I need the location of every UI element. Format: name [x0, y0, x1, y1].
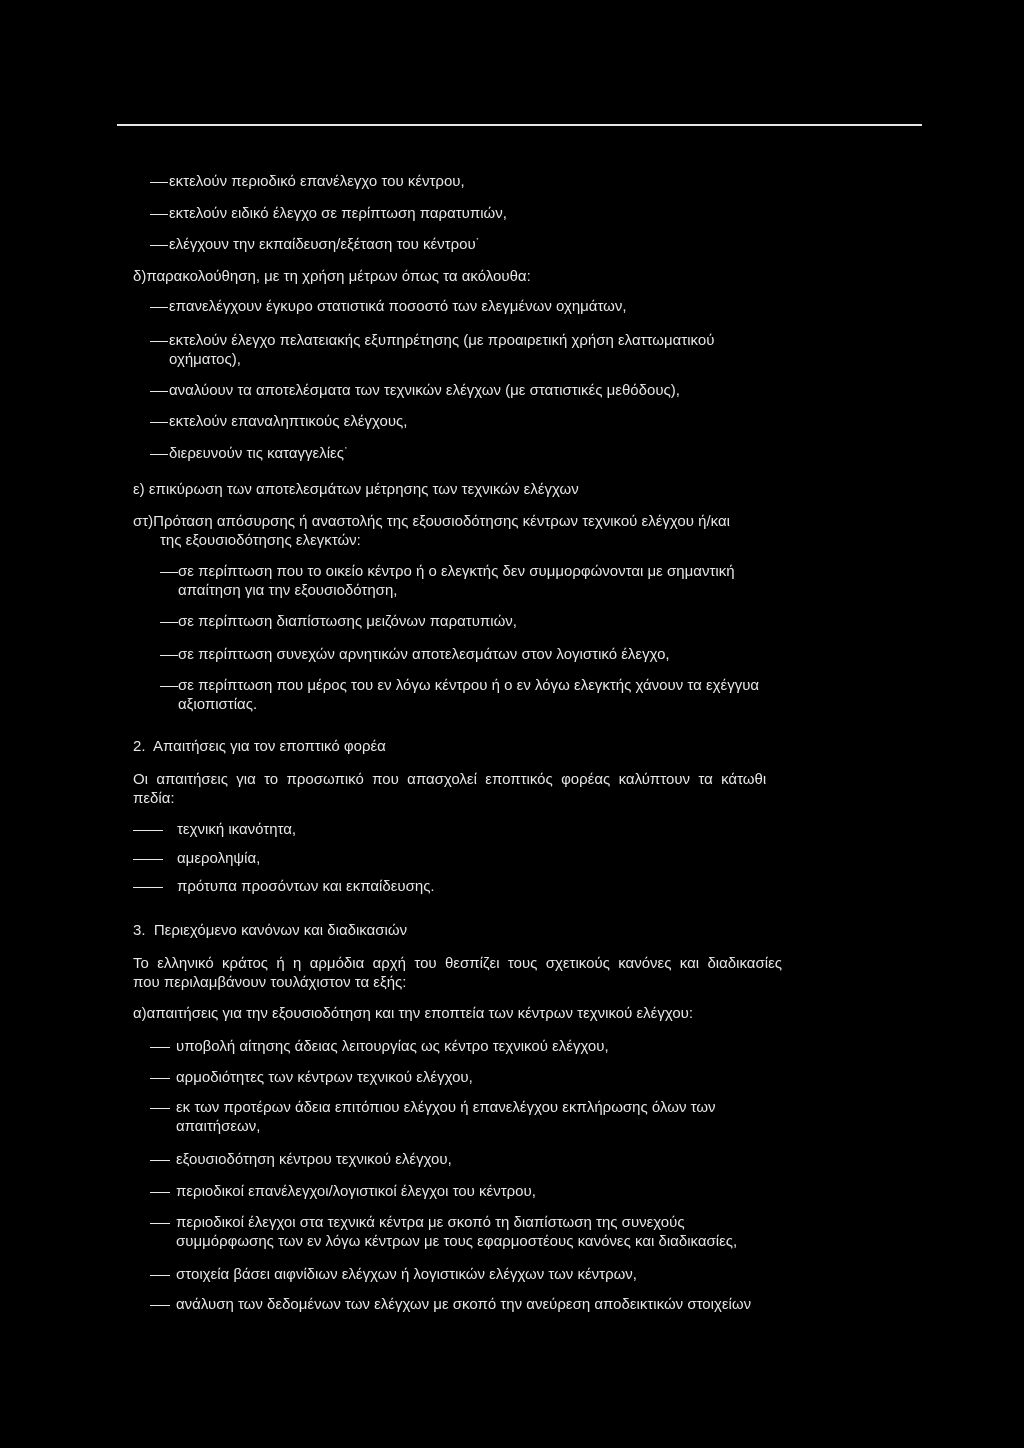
bullet-dash	[150, 307, 168, 308]
bullet-periodic-recheck: εκτελούν περιοδικό επανέλεγχο του κέντρου,	[169, 173, 465, 190]
section-2-paragraph: Οι απαιτήσεις για το προσωπικό που απασχολεί εποπτικός φορέας καλύπτουν τα κάτωθι	[133, 771, 767, 788]
bullet-lose-credibility: σε περίπτωση που μέρος του εν λόγω κέντρου ή ο εν λόγω ελεγκτής χάνουν τα εχέγγυα	[178, 677, 760, 694]
bullet-customer-service-cont: οχήματος),	[169, 351, 241, 368]
bullet-responsibilities: αρμοδιότητες των κέντρων τεχνικού ελέγχου,	[176, 1069, 473, 1086]
bullet-onsite-check: εκ των προτέρων άδεια επιτόπιου ελέγχου ή επανελέγχου εκπλήρωσης όλων των	[176, 1099, 716, 1116]
bullet-onsite-check-cont: απαιτήσεων,	[176, 1118, 261, 1135]
bullet-periodic-audits: περιοδικοί επανέλεγχοι/λογιστικοί έλεγχοι του κέντρου,	[176, 1183, 536, 1200]
section-3-paragraph: Το ελληνικό κράτος ή η αρμόδια αρχή του θεσπίζει τους σχετικούς κανόνες και διαδικασίες	[133, 955, 782, 972]
bullet-noncompliance-cont: απαίτηση για την εξουσιοδότηση,	[178, 582, 398, 599]
bullet-check-training: ελέγχουν την εκπαίδευση/εξέταση του κέντρου˙	[169, 236, 481, 253]
bullet-dash	[160, 572, 178, 573]
bullet-dash	[150, 341, 168, 342]
bullet-noncompliance: σε περίπτωση που το οικείο κέντρο ή ο ελεγκτής δεν συμμορφώνονται με σημαντική	[178, 563, 735, 580]
item-d-heading: δ)παρακολούθηση, με τη χρήση μέτρων όπως τα ακόλουθα:	[133, 268, 531, 285]
bullet-dash	[150, 214, 168, 215]
bullet-dash	[150, 1047, 170, 1048]
bullet-dash	[150, 454, 168, 455]
bullet-licence-application: υποβολή αίτησης άδειας λειτουργίας ως κέντρο τεχνικού ελέγχου,	[176, 1038, 609, 1055]
bullet-dash	[150, 1078, 170, 1079]
bullet-dash	[150, 1108, 170, 1109]
section-2-heading: 2. Απαιτήσεις για τον εποπτικό φορέα	[133, 738, 386, 755]
section-3-heading: 3. Περιεχόμενο κανόνων και διαδικασιών	[133, 922, 408, 939]
bullet-spot-checks: στοιχεία βάσει αιφνίδιων ελέγχων ή λογιστικών ελέγχων των κέντρων,	[176, 1266, 637, 1283]
bullet-lose-credibility-cont: αξιοπιστίας.	[178, 696, 258, 713]
bullet-qualification-standards: πρότυπα προσόντων και εκπαίδευσης.	[177, 878, 435, 895]
bullet-dash	[133, 859, 163, 860]
bullet-dash	[160, 655, 178, 656]
bullet-recheck-stats: επανελέγχουν έγκυρο στατιστικά ποσοστό των ελεγμένων οχημάτων,	[169, 298, 627, 315]
item-st-heading-cont: της εξουσιοδότησης ελεγκτών:	[160, 532, 361, 549]
bullet-analyse-results: αναλύουν τα αποτελέσματα των τεχνικών ελέγχων (με στατιστικές μεθόδους),	[169, 382, 680, 399]
item-e-heading: ε) επικύρωση των αποτελεσμάτων μέτρησης των τεχνικών ελέγχων	[133, 481, 579, 498]
header-rule	[117, 124, 922, 126]
bullet-authorisation: εξουσιοδότηση κέντρου τεχνικού ελέγχου,	[176, 1151, 452, 1168]
bullet-negative-audit: σε περίπτωση συνεχών αρνητικών αποτελεσμάτων στον λογιστικό έλεγχο,	[178, 646, 670, 663]
bullet-technical-competence: τεχνική ικανότητα,	[177, 821, 297, 838]
bullet-special-check: εκτελούν ειδικό έλεγχο σε περίπτωση παρατυπιών,	[169, 205, 507, 222]
bullet-dash	[150, 1275, 170, 1276]
section-3-paragraph-cont: που περιλαμβάνουν τουλάχιστον τα εξής:	[133, 974, 407, 991]
bullet-repeat-checks: εκτελούν επαναληπτικούς ελέγχους,	[169, 413, 408, 430]
bullet-dash	[150, 1223, 170, 1224]
bullet-investigate-complaints: διερευνούν τις καταγγελίες˙	[169, 445, 349, 462]
bullet-dash	[133, 887, 163, 888]
bullet-impartiality: αμεροληψία,	[177, 850, 261, 867]
section-2-paragraph-cont: πεδία:	[133, 790, 175, 807]
bullet-dash	[150, 245, 168, 246]
item-a-heading: α)απαιτήσεις για την εξουσιοδότηση και την εποπτεία των κέντρων τεχνικού ελέγχου:	[133, 1005, 694, 1022]
bullet-dash	[150, 182, 168, 183]
bullet-dash	[150, 391, 168, 392]
bullet-periodic-checks-cont: συμμόρφωσης των εν λόγω κέντρων με τους εφαρμοστέους κανόνες και διαδικασίες,	[176, 1233, 738, 1250]
bullet-dash	[150, 1192, 170, 1193]
bullet-data-analysis: ανάλυση των δεδομένων των ελέγχων με σκοπό την ανεύρεση αποδεικτικών στοιχείων	[176, 1296, 752, 1313]
bullet-dash	[150, 1160, 170, 1161]
bullet-customer-service: εκτελούν έλεγχο πελατειακής εξυπηρέτησης (με προαιρετική χρήση ελαττωματικού	[169, 332, 715, 349]
item-st-heading: στ)Πρόταση απόσυρσης ή αναστολής της εξουσιοδότησης κέντρων τεχνικού ελέγχου ή/και	[133, 513, 730, 530]
bullet-major-irregularities: σε περίπτωση διαπίστωσης μειζόνων παρατυπιών,	[178, 613, 517, 630]
bullet-dash	[160, 686, 178, 687]
bullet-periodic-checks: περιοδικοί έλεγχοι στα τεχνικά κέντρα με σκοπό τη διαπίστωση της συνεχούς	[176, 1214, 685, 1231]
bullet-dash	[150, 1305, 170, 1306]
bullet-dash	[133, 830, 163, 831]
bullet-dash	[160, 622, 178, 623]
bullet-dash	[150, 422, 168, 423]
